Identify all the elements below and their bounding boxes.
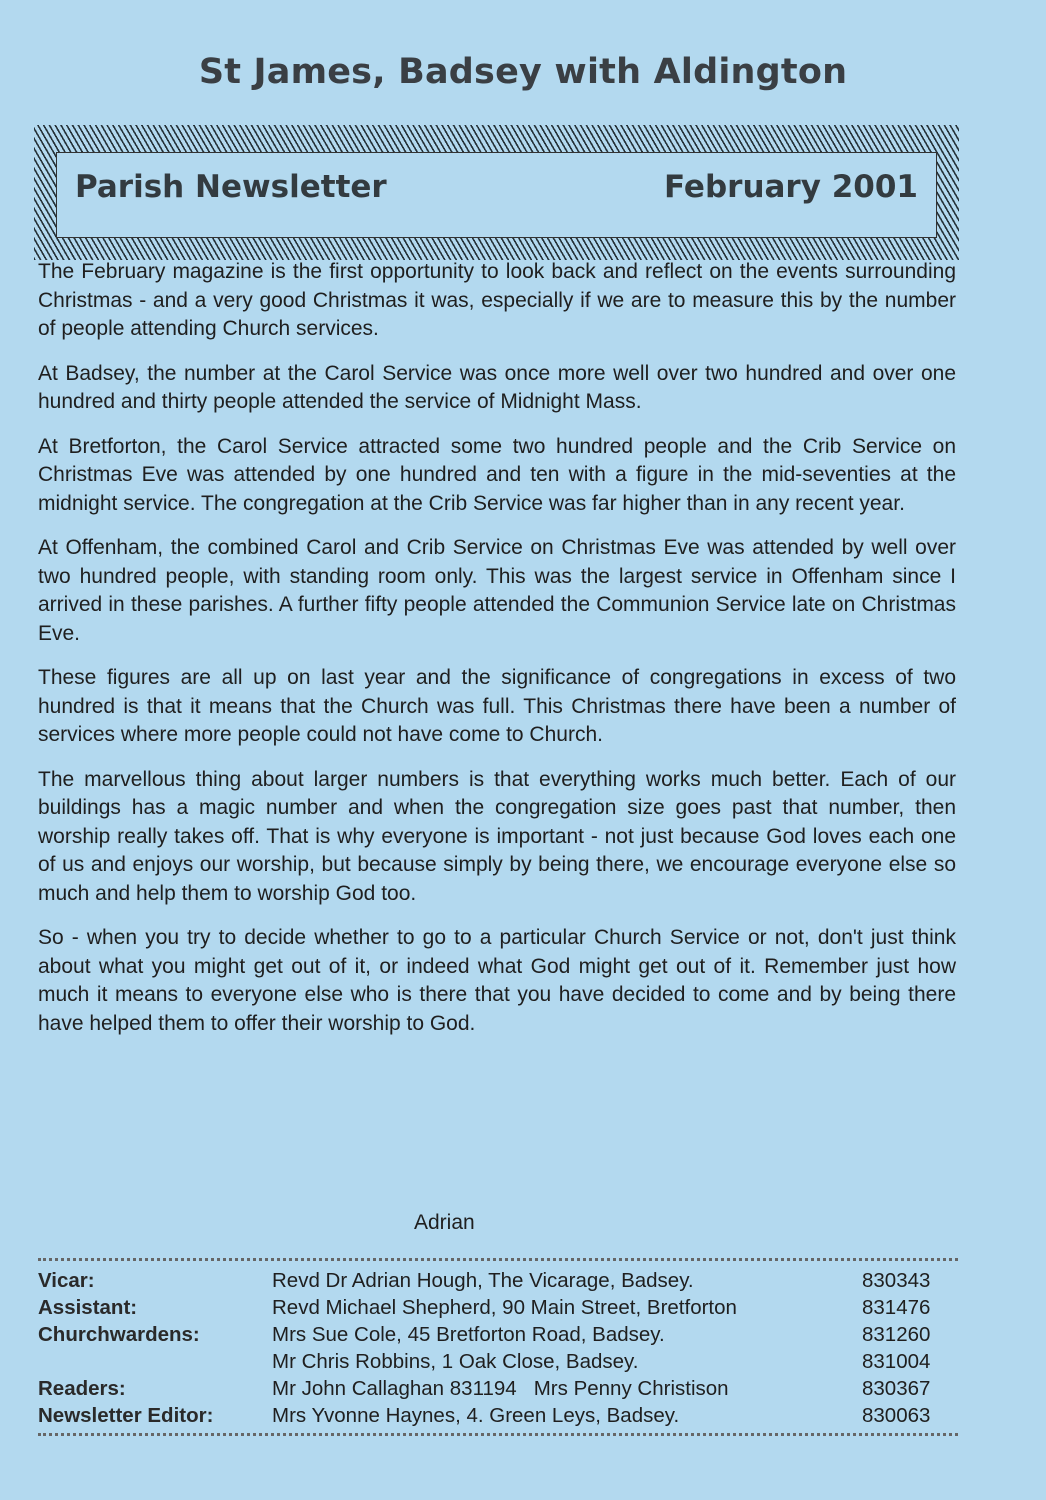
paragraph: The marvellous thing about larger numbers is that everything works much better. Each of our buildings has a magic number and when the congregation size goes past that number, then worship really takes off. That is why everyone is important - not just because God loves each one of us and enjoys our worship, but because simply by being there, we encourage everyone else so much and help them to worship God too. xyxy=(38,767,956,905)
contact-row xyxy=(38,1377,954,1404)
contact-row xyxy=(38,1323,954,1350)
contact-role xyxy=(38,1350,272,1377)
paragraph: At Bretforton, the Carol Service attracted some two hundred people and the Crib Service on Christmas Eve was attended by one hundred and ten with a figure in the mid-seventies at the midnight service. The congregation at the Crib Service was far higher than in any recent year. xyxy=(38,434,956,515)
contact-role: Assistant: xyxy=(38,1296,138,1319)
contact-row xyxy=(38,1296,954,1323)
contacts-panel xyxy=(38,1258,958,1436)
contact-phone: 830343 xyxy=(862,1269,931,1292)
article-body xyxy=(38,258,956,1054)
contact-row xyxy=(38,1350,954,1377)
newsletter-banner xyxy=(34,125,959,260)
contact-phone: 830367 xyxy=(862,1377,931,1400)
contact-row xyxy=(38,1404,954,1431)
newsletter-name: Parish Newsletter xyxy=(75,169,387,205)
contacts-table xyxy=(38,1269,954,1431)
contact-phone: 830063 xyxy=(862,1404,931,1427)
contact-row xyxy=(38,1269,954,1296)
contact-phone: 831004 xyxy=(862,1350,931,1373)
paragraph: At Badsey, the number at the Carol Service was once more well over two hundred and over one hundred and thirty people attended the service of Midnight Mass. xyxy=(38,361,956,413)
contact-detail: Mrs Sue Cole, 45 Bretforton Road, Badsey. xyxy=(272,1323,665,1346)
banner-inner-box xyxy=(56,152,937,238)
paragraph: At Offenham, the combined Carol and Crib Service on Christmas Eve was attended by well over two hundred people, with standing room only. This was the largest service in Offenham since I arrived in these parishes. A further fifty people attended the Communion Service late on Christmas Eve. xyxy=(38,536,956,645)
contact-detail: Mr John Callaghan 831194 Mrs Penny Christison xyxy=(272,1377,729,1400)
contact-phone: 831476 xyxy=(862,1296,931,1319)
contact-phone: 831260 xyxy=(862,1323,931,1346)
contact-role: Churchwardens: xyxy=(38,1323,200,1346)
author-signoff: Adrian xyxy=(414,1211,475,1234)
contact-detail: Revd Dr Adrian Hough, The Vicarage, Badsey. xyxy=(272,1269,694,1292)
contact-detail: Mr Chris Robbins, 1 Oak Close, Badsey. xyxy=(272,1350,639,1373)
contact-role: Vicar: xyxy=(38,1269,95,1292)
issue-date: February 2001 xyxy=(664,169,918,205)
contact-detail: Revd Michael Shepherd, 90 Main Street, Bretforton xyxy=(272,1296,737,1319)
contact-role: Readers: xyxy=(38,1377,126,1400)
paragraph: The February magazine is the first opportunity to look back and reflect on the events surrounding Christmas - and a very good Christmas it was, especially if we are to measure this by the number of people attending Church services. xyxy=(38,260,956,340)
page-title: St James, Badsey with Aldington xyxy=(198,52,848,92)
contact-role: Newsletter Editor: xyxy=(38,1404,214,1427)
contact-detail: Mrs Yvonne Haynes, 4. Green Leys, Badsey. xyxy=(272,1404,680,1427)
paragraph: So - when you try to decide whether to go to a particular Church Service or not, don't just think about what you might get out of it, or indeed what God might get out of it. Remember just how much it means to everyone else who is there that you have decided to come and by being there have helped them to offer their worship to God. xyxy=(38,926,956,1035)
paragraph: These figures are all up on last year and the significance of congregations in excess of two hundred is that it means that the Church was full. This Christmas there have been a number of services where more people could not have come to Church. xyxy=(38,666,956,746)
